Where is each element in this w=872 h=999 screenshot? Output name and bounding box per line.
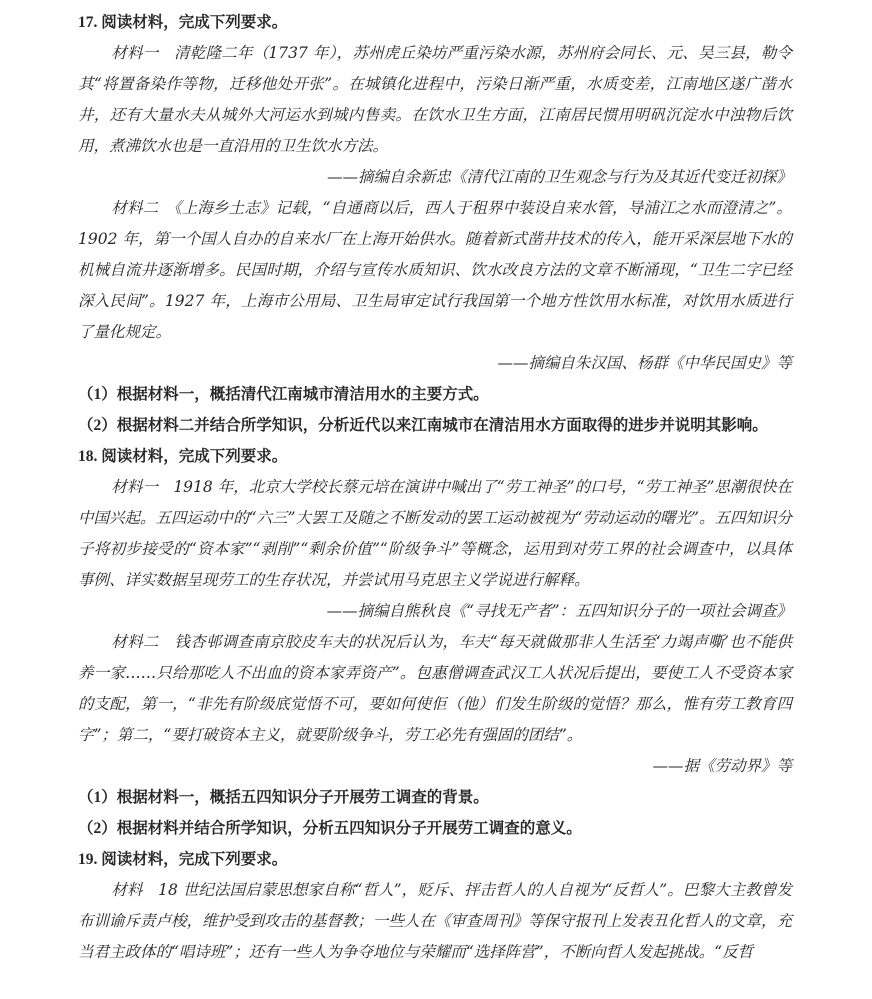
- question-18-material-1: 材料一 1918 年，北京大学校长蔡元培在演讲中喊出了“劳工神圣”的口号，“劳工神圣”思潮很快在中国兴起。五四运动中的“六三”大罢工及随之不断发动的罢工运动被视为“劳动运动的曙光”。五四知识分子将初步接受的“资本家”“剥削”“剩余价值”“阶级争斗”等概念，运用到对劳工界的社会调查中，以具体事例、详实数据呈现劳工的生存状况，并尝试用马克思主义学说进行解释。: [78, 478, 792, 589]
- question-18-sub-1: （1）根据材料一，概括五四知识分子开展劳工调查的背景。: [78, 789, 489, 806]
- question-19-material-1: 材料 18 世纪法国启蒙思想家自称“哲人”，贬斥、抨击哲人的人自视为“反哲人”。巴黎大主教曾发布训谕斥责卢梭，维护受到攻击的基督教；一些人在《审查周刊》等保守报刊上发表丑化哲人的文章，充当君主政体的“唱诗班”；还有一些人为争夺地位与荣耀而“选择阵营”，不断向哲人发起挑战。“反哲: [78, 881, 792, 961]
- question-18-sub-2: （2）根据材料并结合所学知识，分析五四知识分子开展劳工调查的意义。: [78, 820, 582, 837]
- question-19-stem: 19. 阅读材料，完成下列要求。: [78, 851, 288, 868]
- question-17-sub-2: （2）根据材料二并结合所学知识，分析近代以来江南城市在清洁用水方面取得的进步并说明其影响。: [78, 417, 768, 434]
- question-18-stem: 18. 阅读材料，完成下列要求。: [78, 448, 288, 465]
- question-17-source-2: ——摘编自朱汉国、杨群《中华民国史》等: [497, 354, 792, 372]
- question-17-material-2: 材料二 《上海乡土志》记载，“自通商以后，西人于租界中装设自来水管，导浦江之水而澄清之”。1902 年，第一个国人自办的自来水厂在上海开始供水。随着新式凿井技术的传入，能开采深层地下水的机械自流井逐渐增多。民国时期，介绍与宣传水质知识、饮水改良方法的文章不断涌现，“卫生二字已经深入民间”。1927 年，上海市公用局、卫生局审定试行我国第一个地方性饮用水标准，对饮用水质进行了量化规定。: [78, 199, 792, 341]
- question-18: [78, 441, 792, 844]
- question-18-source-2: ——据《劳动界》等: [652, 757, 792, 775]
- question-18-material-2: 材料二 钱杏邨调查南京胶皮车夫的状况后认为，车夫“每天就做那非人生活至‘力竭声嘶’也不能供养一家……只给那吃人不出血的资本家弄资产”。包惠僧调查武汉工人状况后提出，要使工人不受资本家的支配，第一，“非先有阶级底觉悟不可，要如何使佢（他）们发生阶级的觉悟？那么，惟有劳工教育四字”；第二，“要打破资本主义，就要阶级争斗，劳工必先有强固的团结”。: [78, 633, 792, 744]
- question-17-source-1: ——摘编自余新忠《清代江南的卫生观念与行为及其近代变迁初探》: [326, 168, 792, 186]
- question-17-material-1: 材料一 清乾隆二年（1737 年），苏州虎丘染坊严重污染水源，苏州府会同长、元、吴三县，勒令其“将置备染作等物，迁移他处开张”。在城镇化进程中，污染日渐严重，水质变差，江南地区遂广凿水井，还有大量水夫从城外大河运水到城内售卖。在饮水卫生方面，江南居民惯用明矾沉淀水中浊物后饮用，煮沸饮水也是一直沿用的卫生饮水方法。: [78, 44, 792, 155]
- question-19: [78, 844, 792, 968]
- question-17-sub-1: （1）根据材料一，概括清代江南城市清洁用水的主要方式。: [78, 386, 489, 403]
- question-18-source-1: ——摘编自熊秋良《“寻找无产者”：五四知识分子的一项社会调查》: [326, 602, 792, 620]
- question-17-stem: 17. 阅读材料，完成下列要求。: [78, 14, 288, 31]
- question-17: [78, 7, 792, 441]
